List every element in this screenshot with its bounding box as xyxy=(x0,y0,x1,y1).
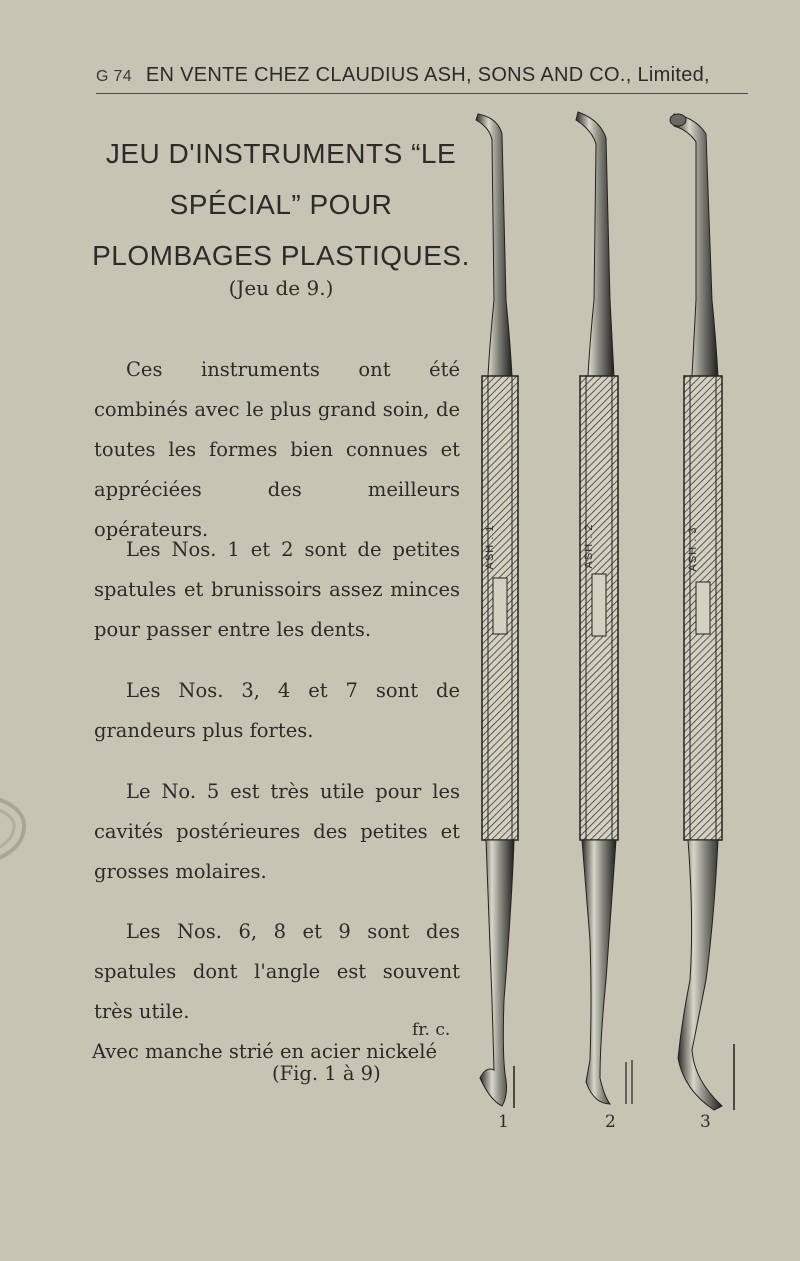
paragraph-nos-3-4-7: Les Nos. 3, 4 et 7 sont de grandeurs plus fortes. xyxy=(94,679,460,742)
title-line-2: SPÉCIAL” POUR xyxy=(169,189,393,220)
figure-caption-2: 2 xyxy=(605,1112,616,1132)
price-item-figures: (Fig. 1 à 9) xyxy=(272,1062,381,1085)
instrument-illustrations xyxy=(460,100,760,1140)
figure-caption-1: 1 xyxy=(498,1112,509,1132)
instrument-2 xyxy=(576,112,632,1104)
price-currency-header: fr. c. xyxy=(412,1020,451,1040)
section-subtitle: (Jeu de 9.) xyxy=(228,276,334,300)
running-header xyxy=(96,64,746,92)
price-item-description: Avec manche strié en acier nickelé xyxy=(92,1040,437,1063)
stamp-ash-3: ASH . 3 xyxy=(687,526,699,572)
header-title: EN VENTE CHEZ CLAUDIUS ASH, SONS AND CO., Limited, xyxy=(145,64,710,86)
instrument-1 xyxy=(476,114,518,1108)
figure-caption-3: 3 xyxy=(700,1112,711,1132)
stamp-ash-2: ASH . 2 xyxy=(583,523,595,569)
instrument-3 xyxy=(670,114,734,1110)
header-rule xyxy=(96,93,748,94)
page-number: G 74 xyxy=(96,68,132,85)
paragraph-nos-1-2: Les Nos. 1 et 2 sont de petites spatules et brunissoirs assez minces pour passer entre les dents. xyxy=(94,538,460,641)
section-title xyxy=(92,128,470,281)
paragraph-intro: Ces instruments ont été combinés avec le plus grand soin, de toutes les formes bien connues et appréciées des meilleurs opérateurs. xyxy=(94,358,460,541)
stamp-ash-1: ASH . 1 xyxy=(484,524,496,570)
title-line-1: JEU D'INSTRUMENTS “LE xyxy=(105,138,457,169)
paragraph-no-5: Le No. 5 est très utile pour les cavités postérieures des petites et grosses molaires. xyxy=(94,780,460,883)
paper-stain xyxy=(0,788,38,868)
title-line-3: PLOMBAGES PLASTIQUES. xyxy=(92,240,470,271)
paragraph-nos-6-8-9: Les Nos. 6, 8 et 9 sont des spatules dont l'angle est souvent très utile. xyxy=(94,920,460,1023)
